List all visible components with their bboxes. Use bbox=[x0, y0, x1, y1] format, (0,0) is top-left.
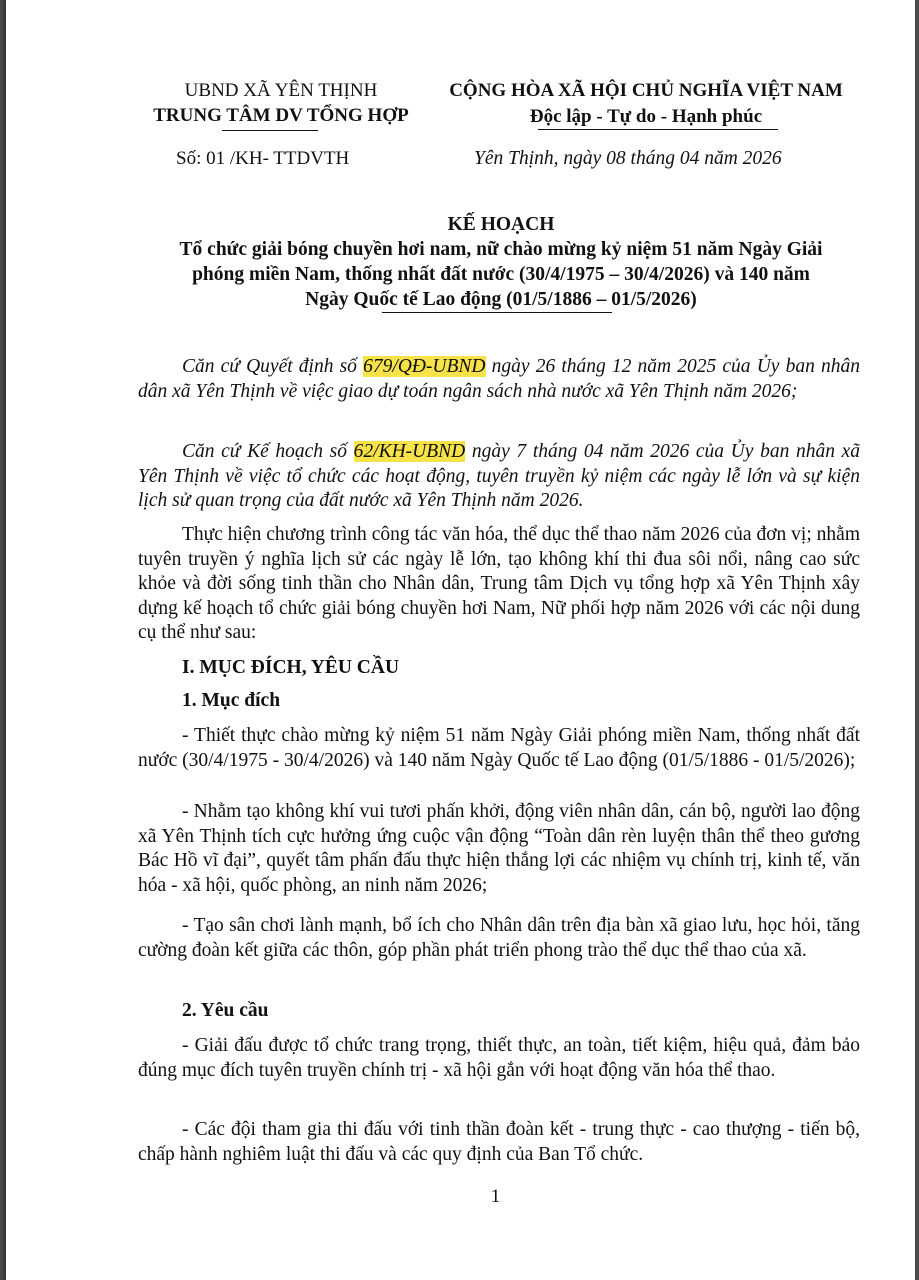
basis-1-prefix: Căn cứ Quyết định số bbox=[182, 356, 364, 377]
section-1-heading: I. MỤC ĐÍCH, YÊU CẦU bbox=[182, 657, 400, 678]
subtitle-line-2: phóng miền Nam, thống nhất đất nước (30/4/1975 – 30/4/2026) và 140 năm bbox=[192, 264, 810, 285]
requirement-heading: 2. Yêu cầu bbox=[182, 1000, 269, 1021]
basis-1-reference: 679/QĐ-UBND bbox=[363, 356, 486, 377]
document-page bbox=[6, 0, 915, 1280]
basis-2-prefix: Căn cứ Kế hoạch số bbox=[182, 441, 354, 462]
requirement-item-2: - Các đội tham gia thi đấu với tinh thần đoàn kết - trung thực - cao thượng - tiến bộ, chấp hành nghiêm luật thi đấu và các quy định của Ban Tổ chức. bbox=[138, 1119, 860, 1165]
issuing-organization bbox=[136, 78, 426, 128]
basis-paragraph-2 bbox=[138, 440, 860, 514]
basis-paragraph-1 bbox=[138, 355, 860, 404]
document-number: Số: 01 /KH- TTDVTH bbox=[176, 148, 350, 169]
document-title: KẾ HOẠCH bbox=[447, 214, 555, 235]
purpose-item-3: - Tạo sân chơi lành mạnh, bổ ích cho Nhân dân trên địa bàn xã giao lưu, học hỏi, tăng cường đoàn kết giữa các thôn, góp phần phát triển phong trào thể dục thể thao của xã. bbox=[138, 915, 860, 961]
motto-underline bbox=[538, 129, 778, 130]
page-number: 1 bbox=[490, 1186, 501, 1207]
purpose-item-2: - Nhằm tạo không khí vui tươi phấn khởi, động viên nhân dân, cán bộ, người lao động xã Yên Thịnh tích cực hưởng ứng cuộc vận động “Toàn dân rèn luyện thân thể theo gương Bác Hồ vĩ đại”, quyết tâm phấn đấu thực hiện thắng lợi các nhiệm vụ chính trị, kinh tế, văn hóa - xã hội, quốc phòng, an ninh năm 2026; bbox=[138, 801, 860, 896]
org-line-1: UBND XÃ YÊN THỊNH bbox=[184, 80, 378, 101]
nation-line-1: CỘNG HÒA XÃ HỘI CHỦ NGHĨA VIỆT NAM bbox=[449, 80, 843, 101]
national-motto bbox=[426, 78, 866, 130]
basis-1-suffix: ngày 26 tháng 12 năm 2025 của Ủy ban nhân dân xã Yên Thịnh về việc giao dự toán ngân sách nhà nước xã Yên Thịnh năm 2026; bbox=[138, 356, 860, 402]
basis-2-reference: 62/KH-UBND bbox=[353, 441, 466, 462]
place-date: Yên Thịnh, ngày 08 tháng 04 năm 2026 bbox=[474, 148, 782, 169]
subtitle-line-1: Tổ chức giải bóng chuyền hơi nam, nữ chào mừng kỷ niệm 51 năm Ngày Giải bbox=[179, 239, 823, 260]
purpose-heading: 1. Mục đích bbox=[182, 690, 281, 711]
requirement-item-1: - Giải đấu được tổ chức trang trọng, thiết thực, an toàn, tiết kiệm, hiệu quả, đảm bảo đúng mục đích tuyên truyền chính trị - xã hội gắn với hoạt động văn hóa thể thao. bbox=[138, 1035, 860, 1081]
document-title-block bbox=[126, 212, 876, 312]
purpose-item-1: - Thiết thực chào mừng kỷ niệm 51 năm Ngày Giải phóng miền Nam, thống nhất đất nước (30/4/1975 - 30/4/2026) và 140 năm Ngày Quốc tế Lao động (01/5/1886 - 01/5/2026); bbox=[138, 725, 860, 771]
subtitle-line-3: Ngày Quốc tế Lao động (01/5/1886 – 01/5/2026) bbox=[305, 289, 697, 310]
nation-line-2: Độc lập - Tự do - Hạnh phúc bbox=[529, 106, 763, 127]
basis-2-suffix: ngày 7 tháng 04 năm 2026 của Ủy ban nhân xã Yên Thịnh về việc tổ chức các hoạt động, tuyên truyền kỷ niệm các ngày lễ lớn và sự kiện lịch sử quan trọng của đất nước xã Yên Thịnh năm 2026. bbox=[138, 441, 860, 511]
title-underline bbox=[382, 312, 612, 313]
intro-paragraph: Thực hiện chương trình công tác văn hóa, thể dục thể thao năm 2026 của đơn vị; nhằm tuyên truyền ý nghĩa lịch sử các ngày lễ lớn, tạo không khí thi đua sôi nổi, nâng cao sức khỏe và đời sống tinh thần cho Nhân dân, Trung tâm Dịch vụ tổng hợp xã Yên Thịnh xây dựng kế hoạch tổ chức giải bóng chuyền hơi Nam, Nữ phối hợp năm 2026 với các nội dung cụ thể như sau: bbox=[138, 524, 860, 643]
org-line-2: TRUNG TÂM DV TỔNG HỢP bbox=[153, 105, 409, 126]
org-underline bbox=[222, 130, 318, 131]
